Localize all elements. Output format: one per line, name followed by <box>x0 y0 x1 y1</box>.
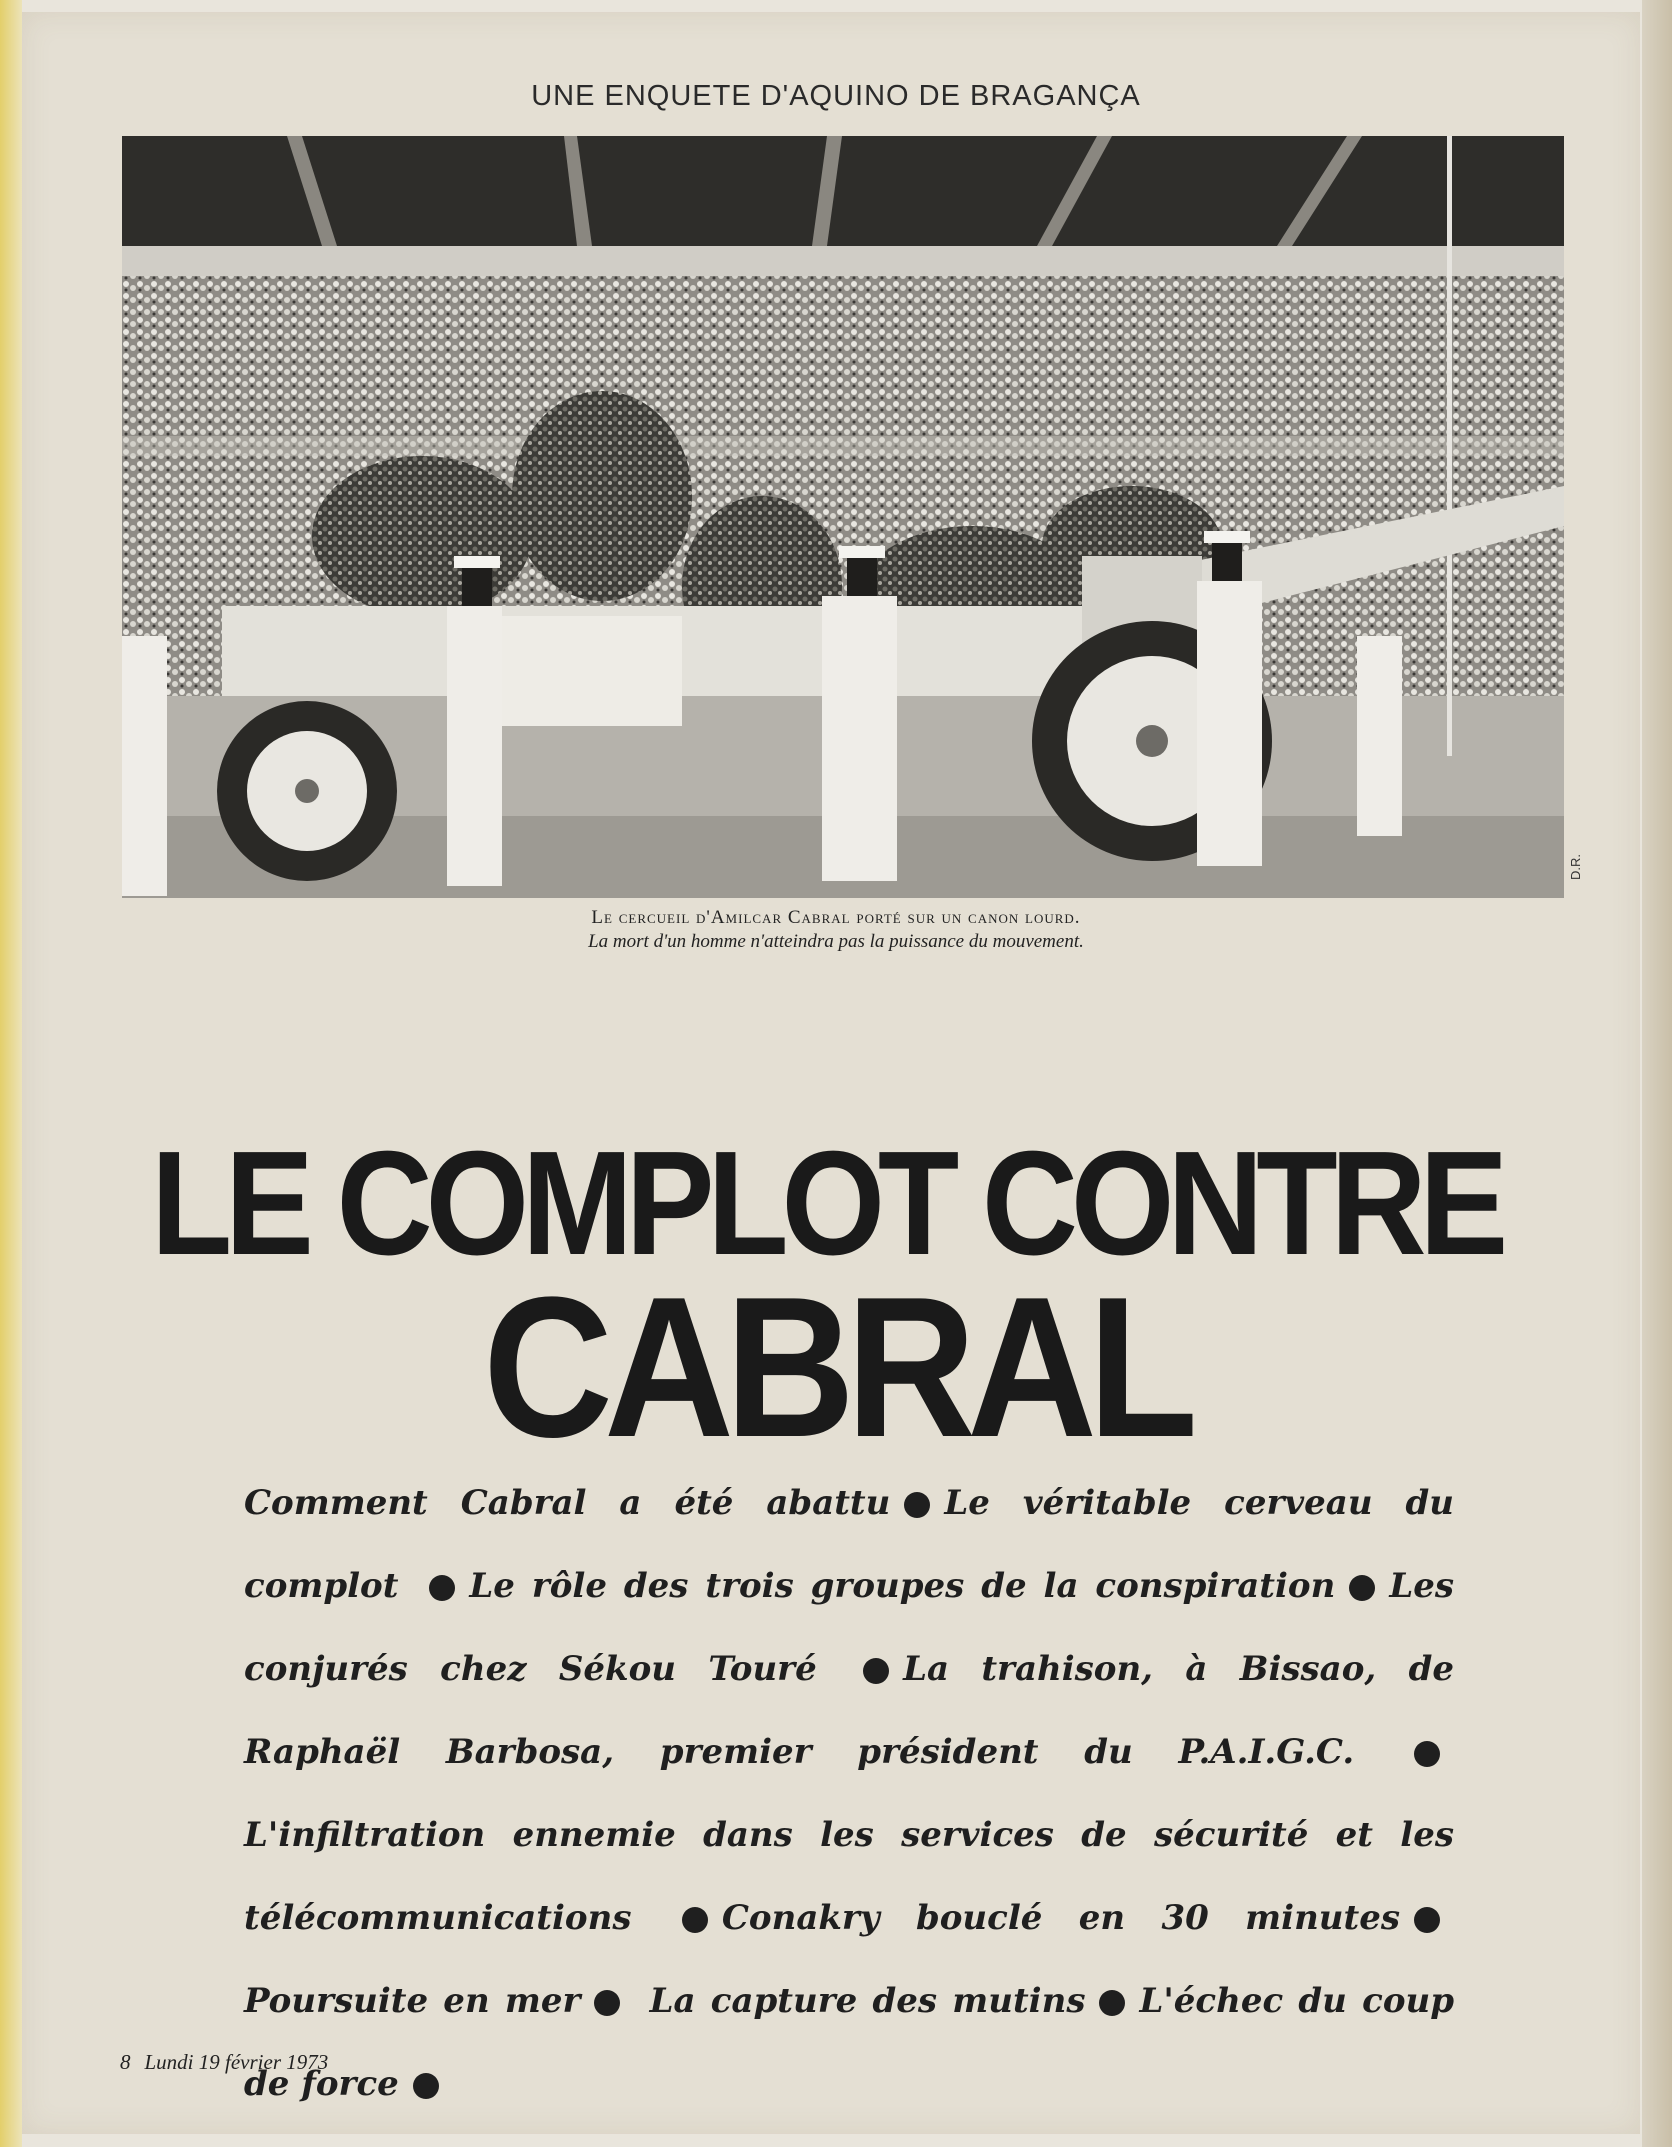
caption-line-2: La mort d'un homme n'atteindra pas la puissance du mouvement. <box>588 931 1084 952</box>
photo-credit: D.R. <box>1568 854 1583 880</box>
issue-date: Lundi 19 février 1973 <box>144 2050 329 2074</box>
bullet-icon <box>1099 1990 1125 2016</box>
summary-item: L'infiltration ennemie dans les services de sécurité et les télécommunications <box>244 1815 1454 1938</box>
article-summary <box>244 1462 1454 2126</box>
summary-item: Les conjurés chez Sékou Touré <box>244 1566 1455 1689</box>
paper-edge-left <box>0 0 22 2147</box>
bullet-icon <box>413 2073 439 2099</box>
bullet-icon <box>682 1907 708 1933</box>
summary-item: Comment Cabral a été abattu <box>244 1483 891 1523</box>
summary-item: La capture des mutins <box>649 1981 1086 2021</box>
bullet-icon <box>863 1658 889 1684</box>
summary-item: La trahison, à Bissao, de Raphaël Barbosa, premier président du P.A.I.G.C. <box>244 1649 1454 1772</box>
summary-item: Le rôle des trois groupes de la conspiration <box>469 1566 1336 1606</box>
page-footer <box>120 2050 328 2075</box>
bullet-icon <box>1414 1741 1440 1767</box>
bullet-icon <box>1349 1575 1375 1601</box>
summary-item: Conakry bouclé en 30 minutes <box>721 1898 1400 1938</box>
bullet-icon <box>904 1492 930 1518</box>
summary-item: L'échec du coup de force <box>244 1981 1454 2104</box>
headline-line-1: LE COMPLOT CONTRE <box>150 1121 1502 1286</box>
bullet-icon <box>1414 1907 1440 1933</box>
bullet-icon <box>429 1575 455 1601</box>
summary-item: Le véritable cerveau du complot <box>244 1483 1455 1606</box>
photo-illustration <box>122 136 1564 898</box>
page-number: 8 <box>120 2050 131 2074</box>
headline-line-2: CABRAL <box>483 1256 1189 1479</box>
caption-line-1: Le cercueil d'Amilcar Cabral porté sur un canon lourd. <box>591 907 1081 928</box>
article-headline <box>0 1121 1672 1479</box>
summary-item: Poursuite en mer <box>244 1981 581 2021</box>
paper-edge-right <box>1642 0 1672 2147</box>
funeral-photo <box>122 136 1564 898</box>
article-kicker: UNE ENQUETE D'AQUINO DE BRAGANÇA <box>531 80 1141 112</box>
photo-caption <box>0 906 1672 954</box>
bullet-icon <box>594 1990 620 2016</box>
